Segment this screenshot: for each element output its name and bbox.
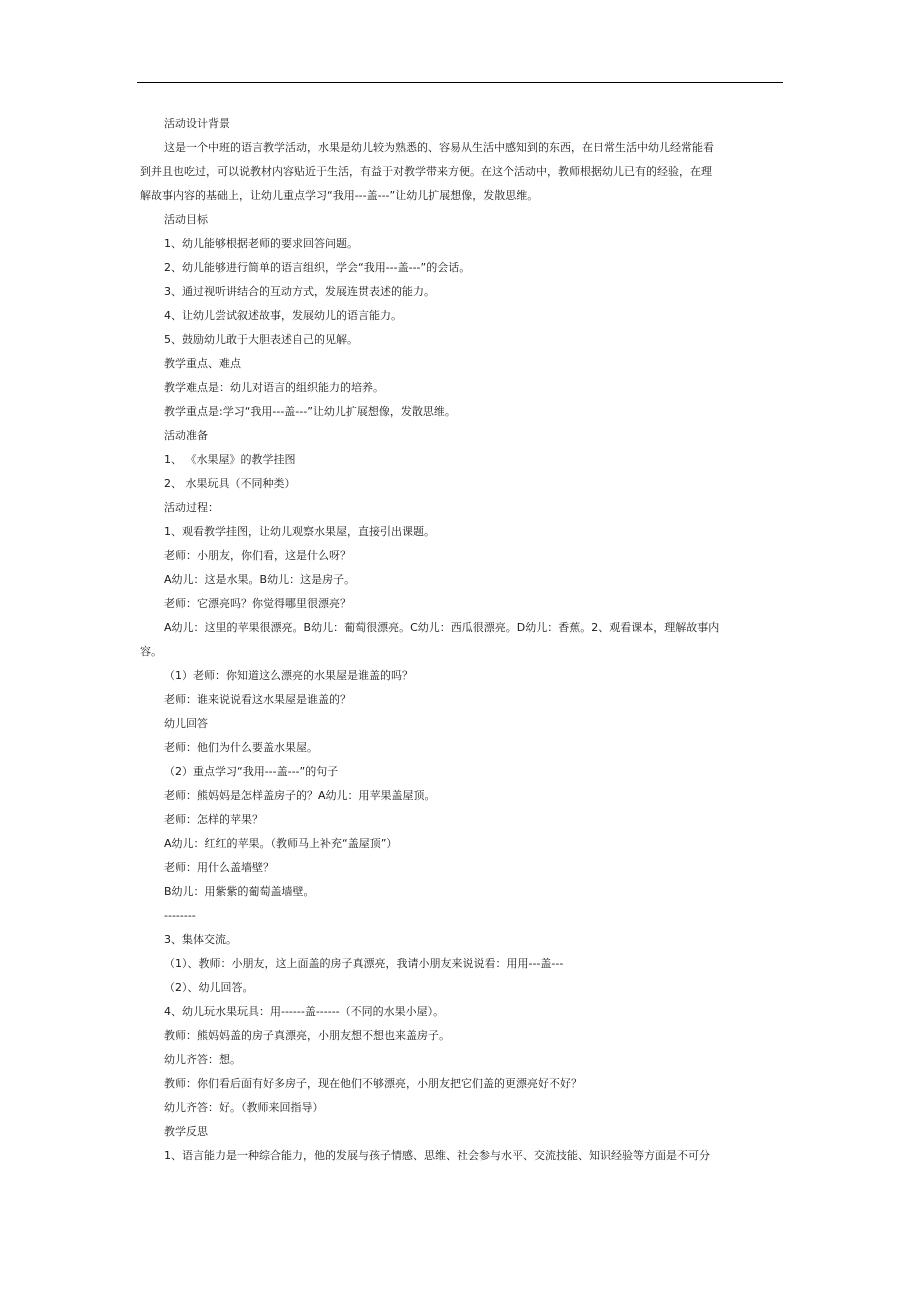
process-line: A幼儿：这是水果。B幼儿：这是房子。 <box>164 573 356 586</box>
process-line: 教师：熊妈妈盖的房子真漂亮，小朋友想不想也来盖房子。 <box>164 1029 450 1042</box>
goal-item: 2、幼儿能够进行简单的语言组织，学会“我用---盖---”的会话。 <box>164 261 471 274</box>
process-line: （1）老师：你知道这么漂亮的水果屋是谁盖的吗？ <box>164 669 413 682</box>
process-line: 1、观看教学挂图，让幼儿观察水果屋，直接引出课题。 <box>164 525 435 538</box>
process-line: -------- <box>164 909 196 922</box>
process-line: （2）重点学习“我用---盖---”的句子 <box>164 765 339 778</box>
process-line: 幼儿回答 <box>164 717 208 730</box>
goal-item: 4、让幼儿尝试叙述故事，发展幼儿的语言能力。 <box>164 309 402 322</box>
process-line: （1）、教师：小朋友，这上面盖的房子真漂亮，我请小朋友来说说看：用用---盖--- <box>164 957 564 970</box>
background-paragraph-line: 到并且也吃过，可以说教材内容贴近于生活，有益于对教学带来方便。在这个活动中，教师根据幼儿已有的经验，在理 <box>140 165 712 178</box>
header-rule <box>137 82 783 83</box>
reflection-line: 1、语言能力是一种综合能力，他的发展与孩子情感、思维、社会参与水平、交流技能、知识经验等方面是不可分 <box>164 1149 710 1162</box>
section-heading-background: 活动设计背景 <box>164 117 230 130</box>
process-line: 容。 <box>140 645 162 658</box>
section-heading-goals: 活动目标 <box>164 213 208 226</box>
section-heading-process: 活动过程： <box>164 501 219 514</box>
goal-item: 3、通过视听讲结合的互动方式，发展连贯表述的能力。 <box>164 285 435 298</box>
document-body <box>140 112 783 1168</box>
process-line: 4、幼儿玩水果玩具：用------盖------（不同的水果小屋）。 <box>164 1005 445 1018</box>
section-heading-key-points: 教学重点、难点 <box>164 357 241 370</box>
process-line: B幼儿：用紫紫的葡萄盖墙壁。 <box>164 885 315 898</box>
background-paragraph-line: 这是一个中班的语言教学活动，水果是幼儿较为熟悉的、容易从生活中感知到的东西，在日常生活中幼儿经常能看 <box>164 141 714 154</box>
process-line: A幼儿：红红的苹果。（教师马上补充“盖屋顶”） <box>164 837 398 850</box>
process-line: 幼儿齐答：好。（教师来回指导） <box>164 1101 324 1114</box>
process-line: 老师：怎样的苹果？ <box>164 813 263 826</box>
process-line: 教师：你们看后面有好多房子，现在他们不够漂亮，小朋友把它们盖的更漂亮好不好？ <box>164 1077 582 1090</box>
background-paragraph-line: 解故事内容的基础上，让幼儿重点学习“我用---盖---”让幼儿扩展想像，发散思维。 <box>140 189 539 202</box>
focus-line: 教学重点是:学习“我用---盖---”让幼儿扩展想像，发散思维。 <box>164 405 456 418</box>
process-line: 幼儿齐答：想。 <box>164 1053 241 1066</box>
process-line: 老师：它漂亮吗？你觉得哪里很漂亮？ <box>164 597 351 610</box>
process-line: 老师：用什么盖墙壁？ <box>164 861 274 874</box>
process-line: 老师：他们为什么要盖水果屋。 <box>164 741 318 754</box>
process-line: 老师：熊妈妈是怎样盖房子的？A幼儿：用苹果盖屋顶。 <box>164 789 436 802</box>
section-heading-reflection: 教学反思 <box>164 1125 208 1138</box>
process-line: （2）、幼儿回答。 <box>164 981 254 994</box>
process-line: 3、集体交流。 <box>164 933 237 946</box>
process-line: A幼儿：这里的苹果很漂亮。B幼儿：葡萄很漂亮。C幼儿：西瓜很漂亮。D幼儿：香蕉。2、观看课本，理解故事内 <box>164 621 720 634</box>
process-line: 老师：小朋友，你们看，这是什么呀？ <box>164 549 351 562</box>
section-heading-preparation: 活动准备 <box>164 429 208 442</box>
goal-item: 1、幼儿能够根据老师的要求回答问题。 <box>164 237 358 250</box>
process-line: 老师：谁来说说看这水果屋是谁盖的？ <box>164 693 351 706</box>
difficulty-line: 教学难点是：幼儿对语言的组织能力的培养。 <box>164 381 384 394</box>
goal-item: 5、鼓励幼儿敢于大胆表述自己的见解。 <box>164 333 358 346</box>
preparation-item: 1、 《水果屋》的教学挂图 <box>164 453 296 466</box>
preparation-item: 2、 水果玩具（不同种类） <box>164 477 296 490</box>
